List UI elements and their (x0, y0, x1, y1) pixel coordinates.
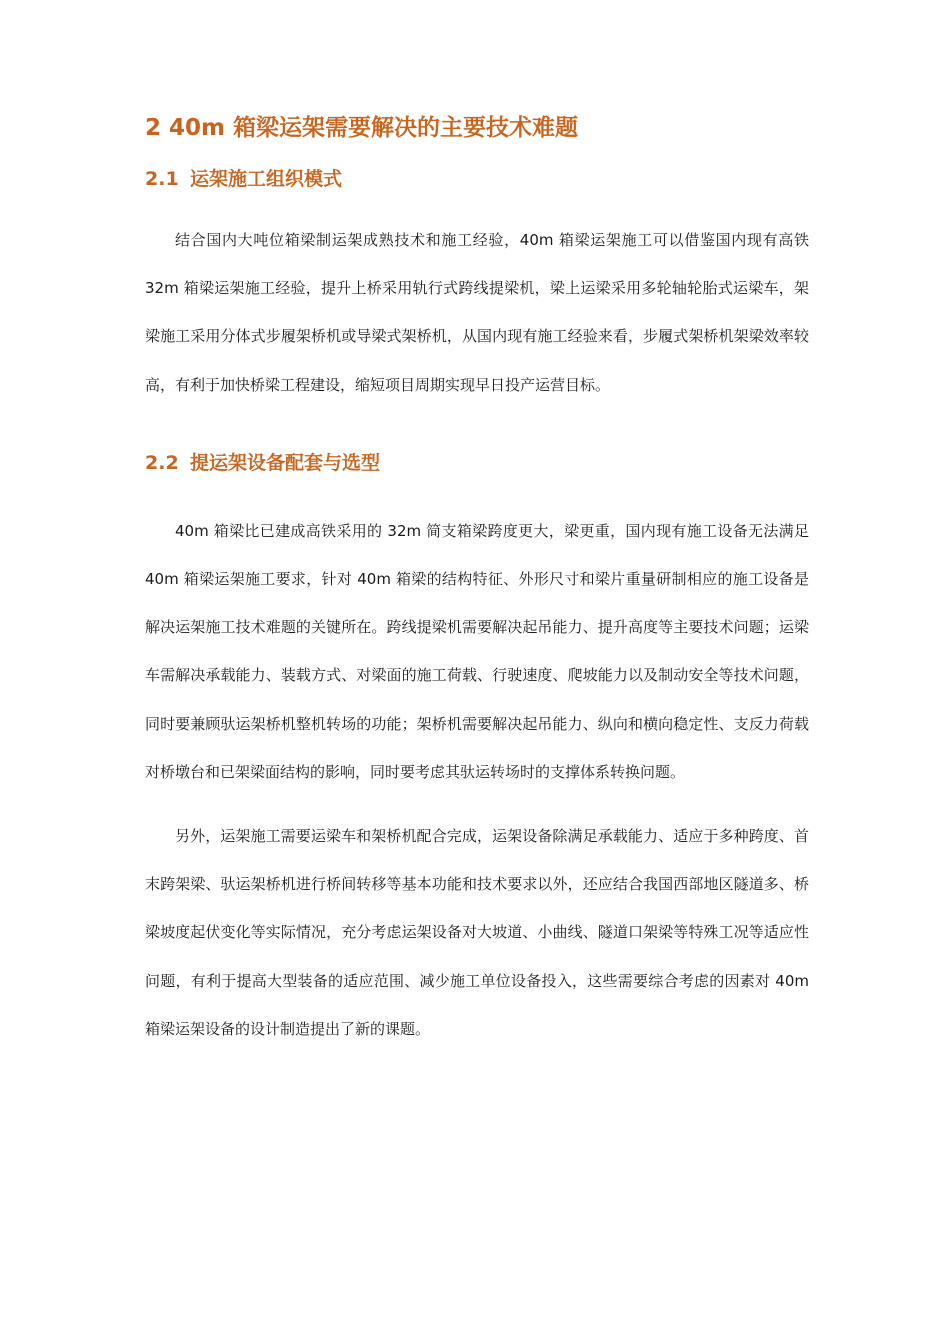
section-number: 2.1 (145, 168, 179, 190)
section-title: 运架施工组织模式 (190, 168, 343, 190)
section-number: 2.2 (145, 451, 179, 474)
section-heading-2-1 (145, 162, 809, 196)
paragraph: 40m 箱梁比已建成高铁采用的 32m 简支箱梁跨度更大，梁更重，国内现有施工设备无法满足 40m 箱梁运架施工要求，针对 40m 箱梁的结构特征、外形尺寸和梁片重量研制相应的施工设备是解决运架施工技术难题的关键所在。跨线提梁机需要解决起吊能力、提升高度等主要技术问题；运梁车需解决承载能力、装载方式、对梁面的施工荷载、行驶速度、爬坡能力以及制动安全等技术问题，同时要兼顾驮运架桥机整机转场的功能；架桥机需要解决起吊能力、纵向和横向稳定性、支反力荷载对桥墩台和已架梁面结构的影响，同时要考虑其驮运转场时的支撑体系转换问题。 (145, 521, 809, 781)
paragraph: 另外，运架施工需要运梁车和架桥机配合完成，运架设备除满足承载能力、适应于多种跨度、首末跨架梁、驮运架桥机进行桥间转移等基本功能和技术要求以外，还应结合我国西部地区隧道多、桥梁坡度起伏变化等实际情况，充分考虑运架设备对大坡道、小曲线、隧道口架梁等特殊工况等适应性问题，有利于提高大型装备的适应范围、减少施工单位设备投入，这些需要综合考虑的因素对 40m 箱梁运架设备的设计制造提出了新的课题。 (145, 827, 809, 1038)
document-page (145, 110, 809, 1053)
document-title: 2 40m 箱梁运架需要解决的主要技术难题 (145, 115, 578, 141)
section-title: 提运架设备配套与选型 (190, 451, 381, 474)
section-heading-2-2 (145, 446, 809, 480)
paragraph: 结合国内大吨位箱梁制运架成熟技术和施工经验，40m 箱梁运架施工可以借鉴国内现有高铁 32m 箱梁运架施工经验，提升上桥采用轨行式跨线提梁机，梁上运梁采用多轮轴轮胎式运梁车，架梁施工采用分体式步履架桥机或导梁式架桥机，从国内现有施工经验来看，步履式架桥机架梁效率较高，有利于加快桥梁工程建设，缩短项目周期实现早日投产运营目标。 (145, 231, 809, 394)
